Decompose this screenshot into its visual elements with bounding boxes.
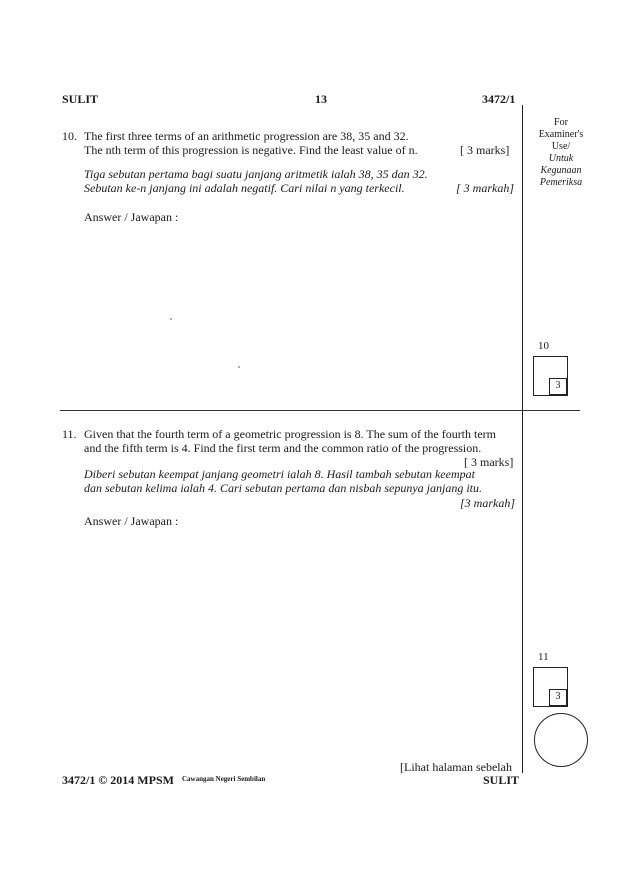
q10-margin-number: 10 <box>538 340 549 352</box>
scan-speck <box>170 318 172 320</box>
margin-kegunaan: Kegunaan <box>540 165 582 176</box>
margin-for: For <box>554 117 568 128</box>
q11-margin-number: 11 <box>538 651 549 663</box>
header-code: 3472/1 <box>482 92 516 106</box>
margin-pemeriksa: Pemeriksa <box>539 177 583 188</box>
q11-number: 11. <box>62 427 77 441</box>
q10-answer-label: Answer / Jawapan : <box>84 210 179 224</box>
q11-en-marks: [ 3 marks] <box>464 455 514 469</box>
q11-en-line1: Given that the fourth term of a geometric progression is 8. The sum of the fourth term <box>84 427 497 441</box>
q10-ms-line1: Tiga sebutan pertama bagi suatu janjang aritmetik ialah 38, 35 dan 32. <box>84 167 428 181</box>
page-number: 13 <box>315 92 327 106</box>
q11-answer-label: Answer / Jawapan : <box>84 514 179 528</box>
q10-total-marks: 3 <box>549 378 567 395</box>
q10-en-line1: The first three terms of an arithmetic progression are 38, 35 and 32. <box>84 129 409 143</box>
q11-en-line2: and the fifth term is 4. Find the first term and the common ratio of the progression. <box>84 441 482 455</box>
examiner-margin-line <box>522 105 523 773</box>
q10-en-marks: [ 3 marks] <box>460 143 510 157</box>
header-sulit: SULIT <box>62 92 99 106</box>
footer-sulit: SULIT <box>483 773 520 787</box>
margin-examiners: Examiner's <box>538 129 584 140</box>
scan-speck <box>238 366 240 368</box>
footer-code: 3472/1 © 2014 MPSM <box>62 773 174 787</box>
question-separator <box>60 410 580 411</box>
footer-org: Cawangan Negeri Sembilan <box>182 775 266 783</box>
q10-ms-line2: Sebutan ke-n janjang ini adalah negatif. Cari nilai n yang terkecil. <box>84 181 405 195</box>
q11-total-marks: 3 <box>549 689 567 706</box>
margin-untuk: Untuk <box>548 153 574 164</box>
total-marks-circle <box>534 713 588 767</box>
q11-ms-line2: dan sebutan kelima ialah 4. Cari sebutan pertama dan nisbah sepunya janjang itu. <box>84 481 482 495</box>
q10-en-line2: The nth term of this progression is negative. Find the least value of n. <box>84 143 418 157</box>
q10-ms-marks: [ 3 markah] <box>456 181 515 195</box>
margin-use: Use/ <box>551 141 571 152</box>
q10-number: 10. <box>62 129 77 143</box>
q11-ms-line1: Diberi sebutan keempat janjang geometri ialah 8. Hasil tambah sebutan keempat <box>84 467 475 481</box>
q11-ms-marks: [3 markah] <box>460 496 516 510</box>
footer-next-page: [Lihat halaman sebelah <box>400 760 512 774</box>
